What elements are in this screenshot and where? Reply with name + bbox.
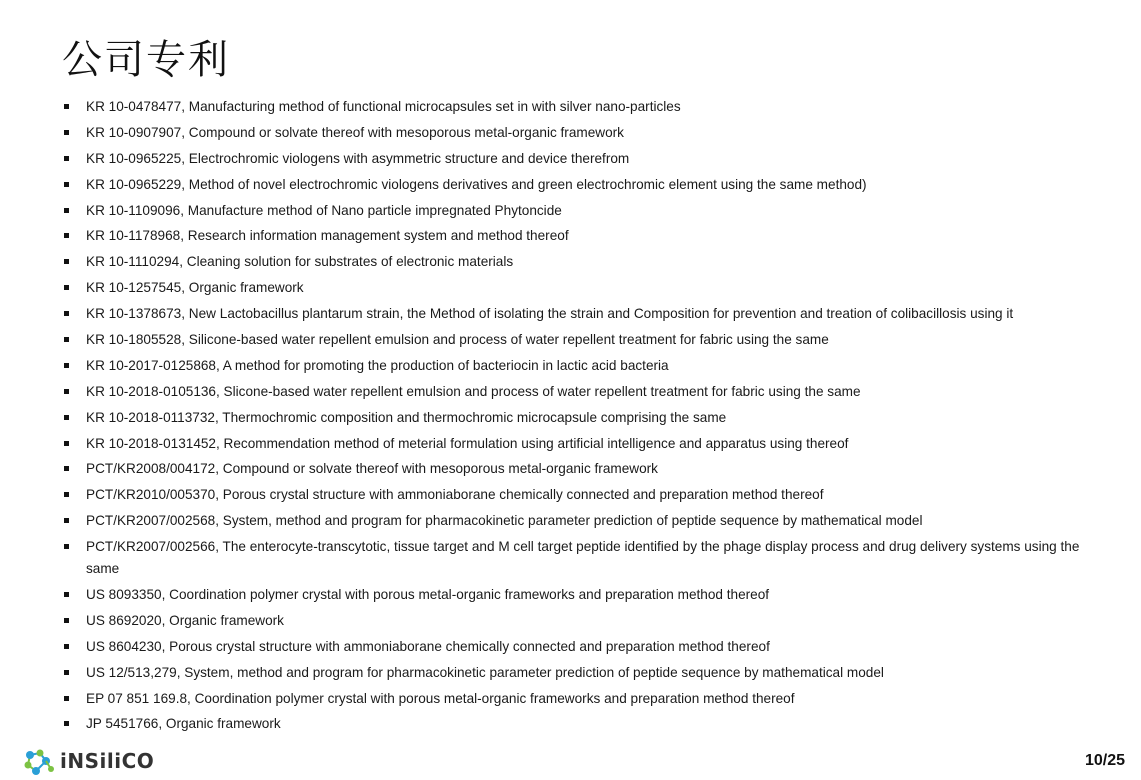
patent-text: PCT/KR2010/005370, Porous crystal structure with ammoniaborane chemically connected and preparation method thereof	[86, 487, 824, 503]
list-item	[62, 251, 1102, 273]
patent-text: PCT/KR2008/004172, Compound or solvate thereof with mesoporous metal-organic framework	[86, 461, 658, 477]
bullet-icon	[64, 182, 69, 187]
bullet-icon	[64, 721, 69, 726]
list-item	[62, 636, 1102, 658]
patent-text: KR 10-0907907, Compound or solvate thereof with mesoporous metal-organic framework	[86, 124, 624, 140]
list-item	[62, 355, 1102, 377]
bullet-icon	[64, 130, 69, 135]
patent-text: KR 10-0965225, Electrochromic viologens with asymmetric structure and device therefrom	[86, 150, 630, 166]
patent-text: KR 10-1109096, Manufacture method of Nano particle impregnated Phytoncide	[86, 202, 562, 218]
list-item	[62, 277, 1102, 299]
bullet-icon	[64, 104, 69, 109]
bullet-icon	[64, 363, 69, 368]
list-item	[62, 610, 1102, 632]
patent-text: KR 10-0478477, Manufacturing method of functional microcapsules set in with silver nano-particles	[86, 99, 681, 114]
list-item	[62, 200, 1102, 222]
patent-text: KR 10-2018-0131452, Recommendation method of meterial formulation using artificial intelligence and apparatus using thereof	[86, 435, 849, 451]
patent-text: US 8093350, Coordination polymer crystal with porous metal-organic frameworks and preparation method thereof	[86, 587, 770, 603]
patent-text: KR 10-2018-0105136, Slicone-based water repellent emulsion and process of water repellent treatment for fabric using the same	[86, 383, 861, 399]
bullet-icon	[64, 337, 69, 342]
logo-wordmark: iNSiliCO	[60, 749, 155, 773]
bullet-icon	[64, 644, 69, 649]
bullet-icon	[64, 156, 69, 161]
list-item	[62, 329, 1102, 351]
bullet-icon	[64, 696, 69, 701]
bullet-icon	[64, 415, 69, 420]
patent-text: KR 10-1178968, Research information management system and method thereof	[86, 228, 569, 244]
bullet-icon	[64, 441, 69, 446]
list-item	[62, 381, 1102, 403]
patent-list	[62, 96, 1102, 739]
bullet-icon	[64, 618, 69, 623]
bullet-icon	[64, 259, 69, 264]
bullet-icon	[64, 592, 69, 597]
bullet-icon	[64, 518, 69, 523]
page-number: 10/25	[1084, 752, 1125, 769]
patent-text: KR 10-0965229, Method of novel electrochromic viologens derivatives and green electrochromic element using the same method)	[86, 176, 867, 192]
list-item	[62, 510, 1102, 532]
patent-text: EP 07 851 169.8, Coordination polymer crystal with porous metal-organic frameworks and preparation method thereof	[86, 690, 795, 706]
bullet-icon	[64, 544, 69, 549]
list-item	[62, 433, 1102, 455]
bullet-icon	[64, 311, 69, 316]
list-item	[62, 407, 1102, 429]
list-item	[62, 174, 1102, 196]
list-item	[62, 713, 1102, 735]
list-item	[62, 225, 1102, 247]
list-item	[62, 122, 1102, 144]
company-logo	[20, 744, 154, 778]
bullet-icon	[64, 285, 69, 290]
list-item	[62, 458, 1102, 480]
list-item	[62, 484, 1102, 506]
patent-text: KR 10-1805528, Silicone-based water repellent emulsion and process of water repellent treatment for fabric using the same	[86, 332, 829, 348]
bullet-icon	[64, 389, 69, 394]
patent-text: US 12/513,279, System, method and program for pharmacokinetic parameter prediction of peptide sequence by mathematical model	[86, 664, 884, 680]
list-item	[62, 96, 1102, 118]
list-item	[62, 536, 1102, 580]
patent-text: PCT/KR2007/002568, System, method and program for pharmacokinetic parameter prediction of peptide sequence by mathematical model	[86, 513, 923, 529]
patent-text: KR 10-1378673, New Lactobacillus plantarum strain, the Method of isolating the strain and Composition for prevention and treation of colibacillosis using it	[86, 306, 1014, 322]
patent-text: KR 10-2018-0113732, Thermochromic composition and thermochromic microcapsule comprising the same	[86, 409, 727, 425]
list-item	[62, 303, 1102, 325]
patent-text: KR 10-1257545, Organic framework	[86, 280, 304, 296]
patent-text: JP 5451766, Organic framework	[86, 716, 281, 732]
list-item	[62, 688, 1102, 710]
patent-text: US 8692020, Organic framework	[86, 612, 284, 628]
list-item	[62, 148, 1102, 170]
bullet-icon	[64, 492, 69, 497]
list-item	[62, 662, 1102, 684]
bullet-icon	[64, 233, 69, 238]
bullet-icon	[64, 466, 69, 471]
page-title: 公司专利	[62, 37, 230, 83]
bullet-icon	[64, 670, 69, 675]
patent-text: PCT/KR2007/002566, The enterocyte-transcytotic, tissue target and M cell target peptide identified by the phage display process and drug delivery systems using the same	[86, 539, 1080, 577]
bullet-icon	[64, 208, 69, 213]
patent-text: KR 10-1110294, Cleaning solution for substrates of electronic materials	[86, 254, 514, 270]
list-item	[62, 584, 1102, 606]
patent-text: US 8604230, Porous crystal structure with ammoniaborane chemically connected and preparation method thereof	[86, 638, 770, 654]
molecule-logo-icon	[20, 745, 56, 777]
patent-text: KR 10-2017-0125868, A method for promoting the production of bacteriocin in lactic acid bacteria	[86, 357, 669, 373]
